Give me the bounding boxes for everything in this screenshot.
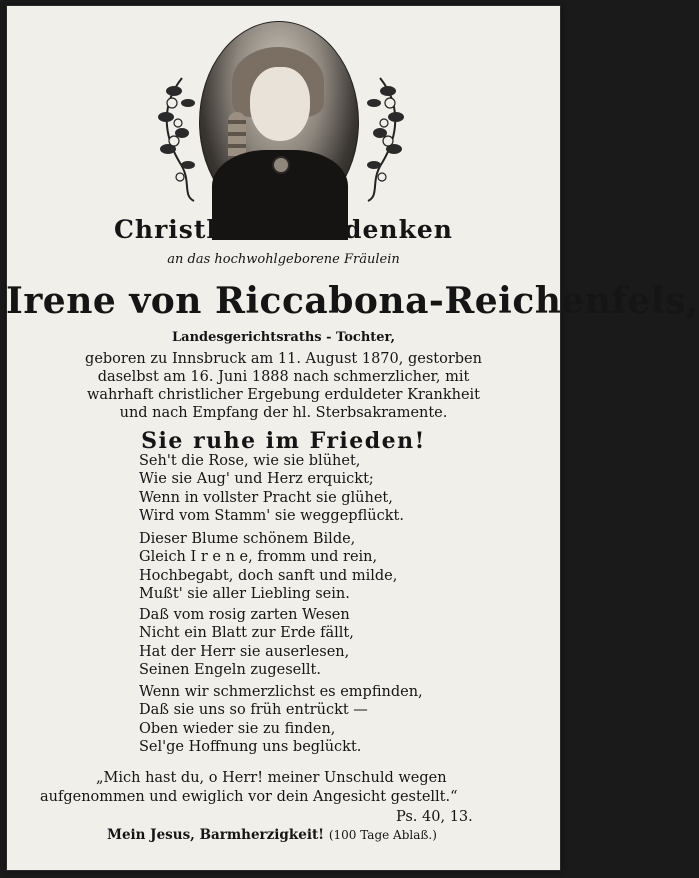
verse-line: Mußt' sie aller Liebling sein.	[139, 585, 350, 602]
verse-stanza-4	[139, 683, 423, 756]
verse-line: Seh't die Rose, wie sie blühet,	[139, 453, 361, 469]
verse-line: Dieser Blume schönem Bilde,	[139, 531, 356, 547]
verse-line: Daß sie uns so früh entrückt —	[139, 702, 368, 719]
verse-line: Wenn in vollster Pracht sie glühet,	[139, 489, 393, 506]
bio-line: daselbst am 16. Juni 1888 nach schmerzlicher, mit	[97, 369, 470, 385]
bio-line: und nach Empfang der hl. Sterbsakramente.	[119, 405, 448, 421]
verse-line: Gleich I r e n e, fromm und rein,	[139, 549, 378, 566]
quote-line: aufgenommen und ewiglich vor dein Angesicht gestellt.“	[40, 789, 458, 805]
verse-line: Daß vom rosig zarten Wesen	[139, 607, 350, 623]
footer-prayer: Mein Jesus, Barmherzigkeit!	[107, 827, 325, 843]
floral-ornament-right	[360, 73, 410, 203]
verse-stanza-1	[139, 452, 404, 525]
deceased-title: Landesgerichtsraths - Tochter,	[172, 330, 395, 345]
verse-stanza-3	[139, 606, 354, 679]
footer-indulgence: (100 Tage Ablaß.)	[328, 828, 437, 842]
verse-line: Wenn wir schmerzlichst es empfinden,	[139, 684, 423, 700]
bible-quote	[40, 769, 458, 807]
verse-line: Hochbegabt, doch sanft und milde,	[139, 567, 398, 584]
footer-line	[107, 827, 437, 843]
verse-line: Nicht ein Blatt zur Erde fällt,	[139, 625, 354, 642]
bio-block	[36, 350, 531, 422]
memorial-card	[6, 5, 699, 871]
brooch-icon	[272, 156, 290, 174]
verse-line: Oben wieder sie zu finden,	[139, 720, 336, 737]
verse-line: Seinen Engeln zugesellt.	[139, 661, 321, 678]
portrait-photo	[199, 21, 359, 223]
bio-line: wahrhaft christlicher Ergebung erduldeter Krankheit	[87, 387, 480, 403]
psalm-reference: Ps. 40, 13.	[396, 809, 473, 825]
verse-line: Wie sie Aug' und Herz erquickt;	[139, 471, 374, 488]
rip-line: Sie ruhe im Frieden!	[141, 428, 426, 454]
dedication-line: an das hochwohlgeborene Fräulein	[167, 252, 400, 267]
quote-line: „Mich hast du, o Herr! meiner Unschuld wegen	[96, 770, 447, 786]
verse-line: Wird vom Stamm' sie weggepflückt.	[139, 507, 404, 524]
card-heading: Christliches Andenken	[114, 215, 453, 244]
floral-ornament-left	[152, 73, 202, 203]
verse-line: Sel'ge Hoffnung uns beglückt.	[139, 738, 362, 755]
bio-line: geboren zu Innsbruck am 11. August 1870, gestorben	[85, 351, 482, 367]
verse-stanza-2	[139, 530, 397, 603]
verse-line: Hat der Herr sie auserlesen,	[139, 643, 350, 660]
deceased-name: Irene von Riccabona-Reichenfels,	[6, 280, 699, 322]
